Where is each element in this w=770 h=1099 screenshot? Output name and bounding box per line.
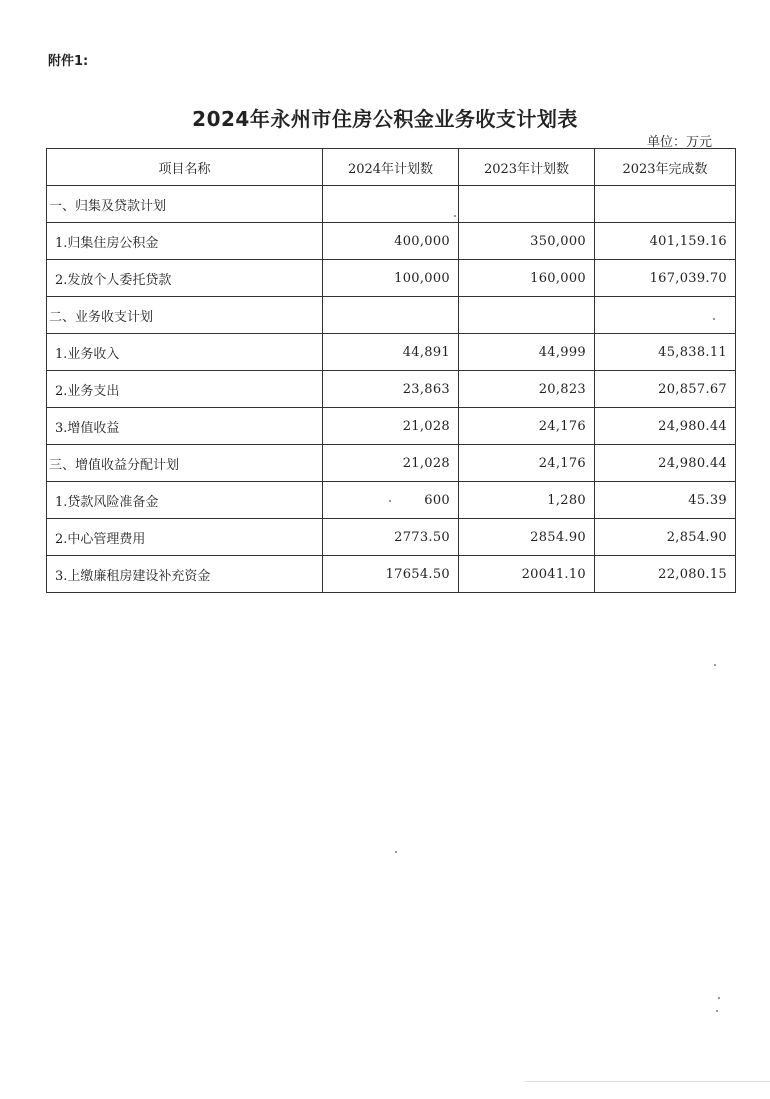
scan-edge-line [525, 1081, 770, 1082]
value-2023-plan: 44,999 [459, 334, 595, 371]
table-row [47, 371, 736, 408]
value-2024-plan: 600 [323, 482, 459, 519]
value-2023-actual: 167,039.70 [595, 260, 736, 297]
value-2023-actual: 45.39 [595, 482, 736, 519]
item-name-cell: 三、增值收益分配计划 [47, 445, 323, 482]
item-name-cell: 1.业务收入 [47, 334, 323, 371]
item-name-cell: 2.业务支出 [47, 371, 323, 408]
item-name-cell: 2.中心管理费用 [47, 519, 323, 556]
value-2023-plan: 350,000 [459, 223, 595, 260]
table-row [47, 223, 736, 260]
value-2023-actual: 24,980.44 [595, 445, 736, 482]
item-name-cell: 一、归集及贷款计划 [47, 186, 323, 223]
header-2023-plan: 2023年计划数 [459, 149, 595, 186]
scan-speck [716, 1010, 718, 1012]
value-2024-plan: 21,028 [323, 445, 459, 482]
value-2023-plan: 24,176 [459, 445, 595, 482]
value-2023-plan: 24,176 [459, 408, 595, 445]
scan-speck [454, 215, 456, 217]
attachment-label: 附件1: [48, 54, 89, 69]
table-row [47, 334, 736, 371]
table-row [47, 186, 736, 223]
table-row [47, 556, 736, 593]
value-2024-plan: 100,000 [323, 260, 459, 297]
table-row [47, 297, 736, 334]
header-item-name: 项目名称 [47, 149, 323, 186]
value-2023-plan: 20041.10 [459, 556, 595, 593]
scan-speck [713, 318, 715, 320]
value-2023-actual: 2,854.90 [595, 519, 736, 556]
table-row [47, 408, 736, 445]
value-2023-actual [595, 297, 736, 334]
table-row [47, 482, 736, 519]
value-2023-plan [459, 297, 595, 334]
value-2023-plan: 1,280 [459, 482, 595, 519]
value-2024-plan: 23,863 [323, 371, 459, 408]
table-row [47, 519, 736, 556]
value-2023-actual: 401,159.16 [595, 223, 736, 260]
plan-table [46, 148, 736, 593]
value-2023-actual: 20,857.67 [595, 371, 736, 408]
value-2024-plan [323, 297, 459, 334]
value-2024-plan: 21,028 [323, 408, 459, 445]
header-2024-plan: 2024年计划数 [323, 149, 459, 186]
item-name-cell: 3.上缴廉租房建设补充资金 [47, 556, 323, 593]
item-name-cell: 3.增值收益 [47, 408, 323, 445]
item-name-cell: 二、业务收支计划 [47, 297, 323, 334]
scan-speck [395, 851, 397, 853]
unit-label: 单位：万元 [646, 135, 712, 150]
scan-speck [389, 500, 391, 502]
scan-speck [714, 664, 716, 666]
document-title: 2024年永州市住房公积金业务收支计划表 [192, 107, 578, 131]
value-2023-plan: 160,000 [459, 260, 595, 297]
item-name-cell: 2.发放个人委托贷款 [47, 260, 323, 297]
header-2023-actual: 2023年完成数 [595, 149, 736, 186]
scan-speck [718, 997, 720, 999]
table-row [47, 260, 736, 297]
value-2024-plan: 17654.50 [323, 556, 459, 593]
value-2023-actual [595, 186, 736, 223]
value-2024-plan: 400,000 [323, 223, 459, 260]
value-2023-plan [459, 186, 595, 223]
table-header-row [47, 149, 736, 186]
table-row [47, 445, 736, 482]
item-name-cell: 1.贷款风险准备金 [47, 482, 323, 519]
value-2023-actual: 24,980.44 [595, 408, 736, 445]
value-2023-actual: 45,838.11 [595, 334, 736, 371]
value-2024-plan [323, 186, 459, 223]
value-2024-plan: 2773.50 [323, 519, 459, 556]
value-2023-plan: 2854.90 [459, 519, 595, 556]
value-2024-plan: 44,891 [323, 334, 459, 371]
value-2023-plan: 20,823 [459, 371, 595, 408]
value-2023-actual: 22,080.15 [595, 556, 736, 593]
item-name-cell: 1.归集住房公积金 [47, 223, 323, 260]
